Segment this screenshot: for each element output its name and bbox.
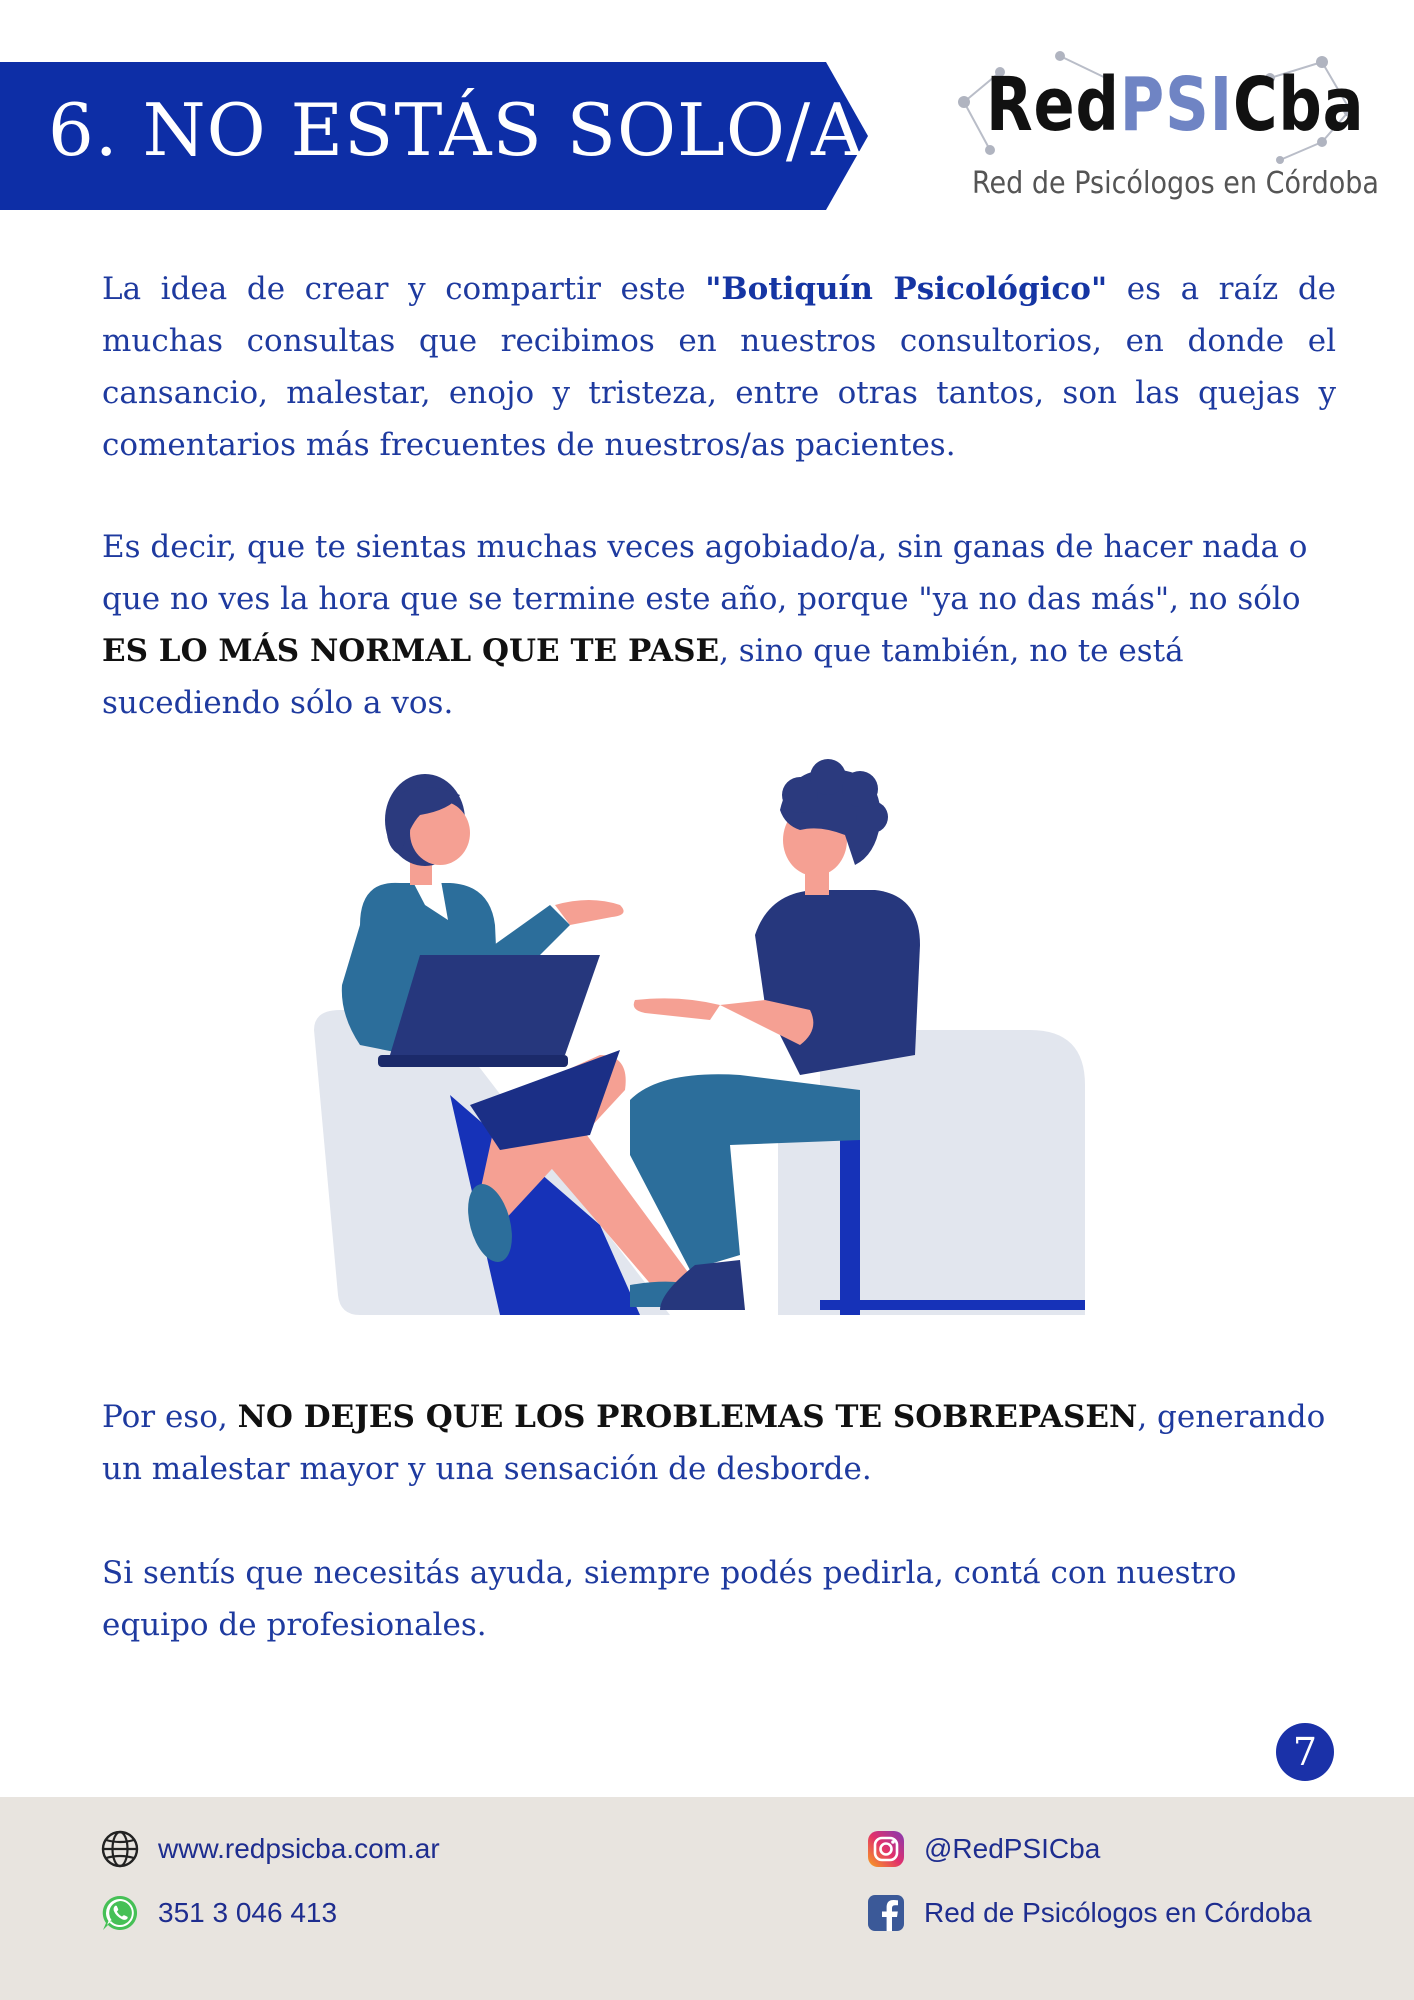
p3-text-end: , generando un malestar mayor y una sensación de desborde. bbox=[102, 1399, 1326, 1487]
p2-text-start: Es decir, que te sientas muchas veces agobiado/a, sin ganas de hacer nada o que no ves la hora que se termine este año, porque "ya no das más", no sólo bbox=[102, 529, 1308, 617]
logo-subtitle: Red de Psicólogos en Córdoba bbox=[972, 166, 1379, 201]
p1-text-end: es a raíz de muchas consultas que recibimos en nuestros consultorios, en donde el cansancio, malestar, enojo y tristeza, entre otras tantos, son las quejas y comentarios más frecuentes de nuestros/as pacientes. bbox=[102, 271, 1337, 463]
globe-icon bbox=[100, 1829, 140, 1869]
instagram-link[interactable] bbox=[866, 1829, 1100, 1869]
p3-bold-problemas: NO DEJES QUE LOS PROBLEMAS TE SOBREPASEN bbox=[237, 1399, 1138, 1435]
whatsapp-link[interactable] bbox=[100, 1893, 337, 1933]
redpsicba-logo bbox=[950, 50, 1379, 210]
contact-footer bbox=[0, 1797, 1414, 2000]
p3-text-start: Por eso, bbox=[102, 1399, 238, 1435]
facebook-link[interactable] bbox=[866, 1893, 1312, 1933]
logo-word-psi: PSI bbox=[1119, 62, 1233, 148]
title-banner bbox=[0, 62, 870, 210]
instagram-text: @RedPSICba bbox=[924, 1833, 1101, 1864]
intro-paragraph bbox=[102, 263, 1336, 471]
phone-text: 351 3 046 413 bbox=[158, 1897, 338, 1928]
logo-word-red: Red bbox=[986, 62, 1120, 148]
normality-paragraph bbox=[102, 521, 1336, 729]
page-title: 6. NO ESTÁS SOLO/A bbox=[48, 88, 865, 172]
p2-text-end: , sino que también, no te está sucediendo sólo a vos. bbox=[102, 633, 1184, 721]
therapy-session-illustration bbox=[300, 755, 1100, 1325]
facebook-icon bbox=[866, 1893, 906, 1933]
p1-text-start: La idea de crear y compartir este bbox=[102, 271, 706, 307]
advice-paragraph bbox=[102, 1391, 1336, 1495]
whatsapp-icon bbox=[100, 1893, 140, 1933]
logo-wordmark bbox=[986, 62, 1364, 148]
logo-word-cba: Cba bbox=[1232, 62, 1365, 148]
page-number-badge: 7 bbox=[1276, 1723, 1334, 1781]
instagram-icon bbox=[866, 1829, 906, 1869]
p1-bold-botiquin: "Botiquín Psicológico" bbox=[705, 271, 1108, 307]
help-paragraph: Si sentís que necesitás ayuda, siempre podés pedirla, contá con nuestro equipo de profesionales. bbox=[102, 1555, 1237, 1643]
p2-bold-normal: ES LO MÁS NORMAL QUE TE PASE bbox=[102, 633, 720, 669]
facebook-text: Red de Psicólogos en Córdoba bbox=[924, 1897, 1312, 1928]
website-text: www.redpsicba.com.ar bbox=[158, 1833, 440, 1864]
website-link[interactable] bbox=[100, 1829, 440, 1869]
